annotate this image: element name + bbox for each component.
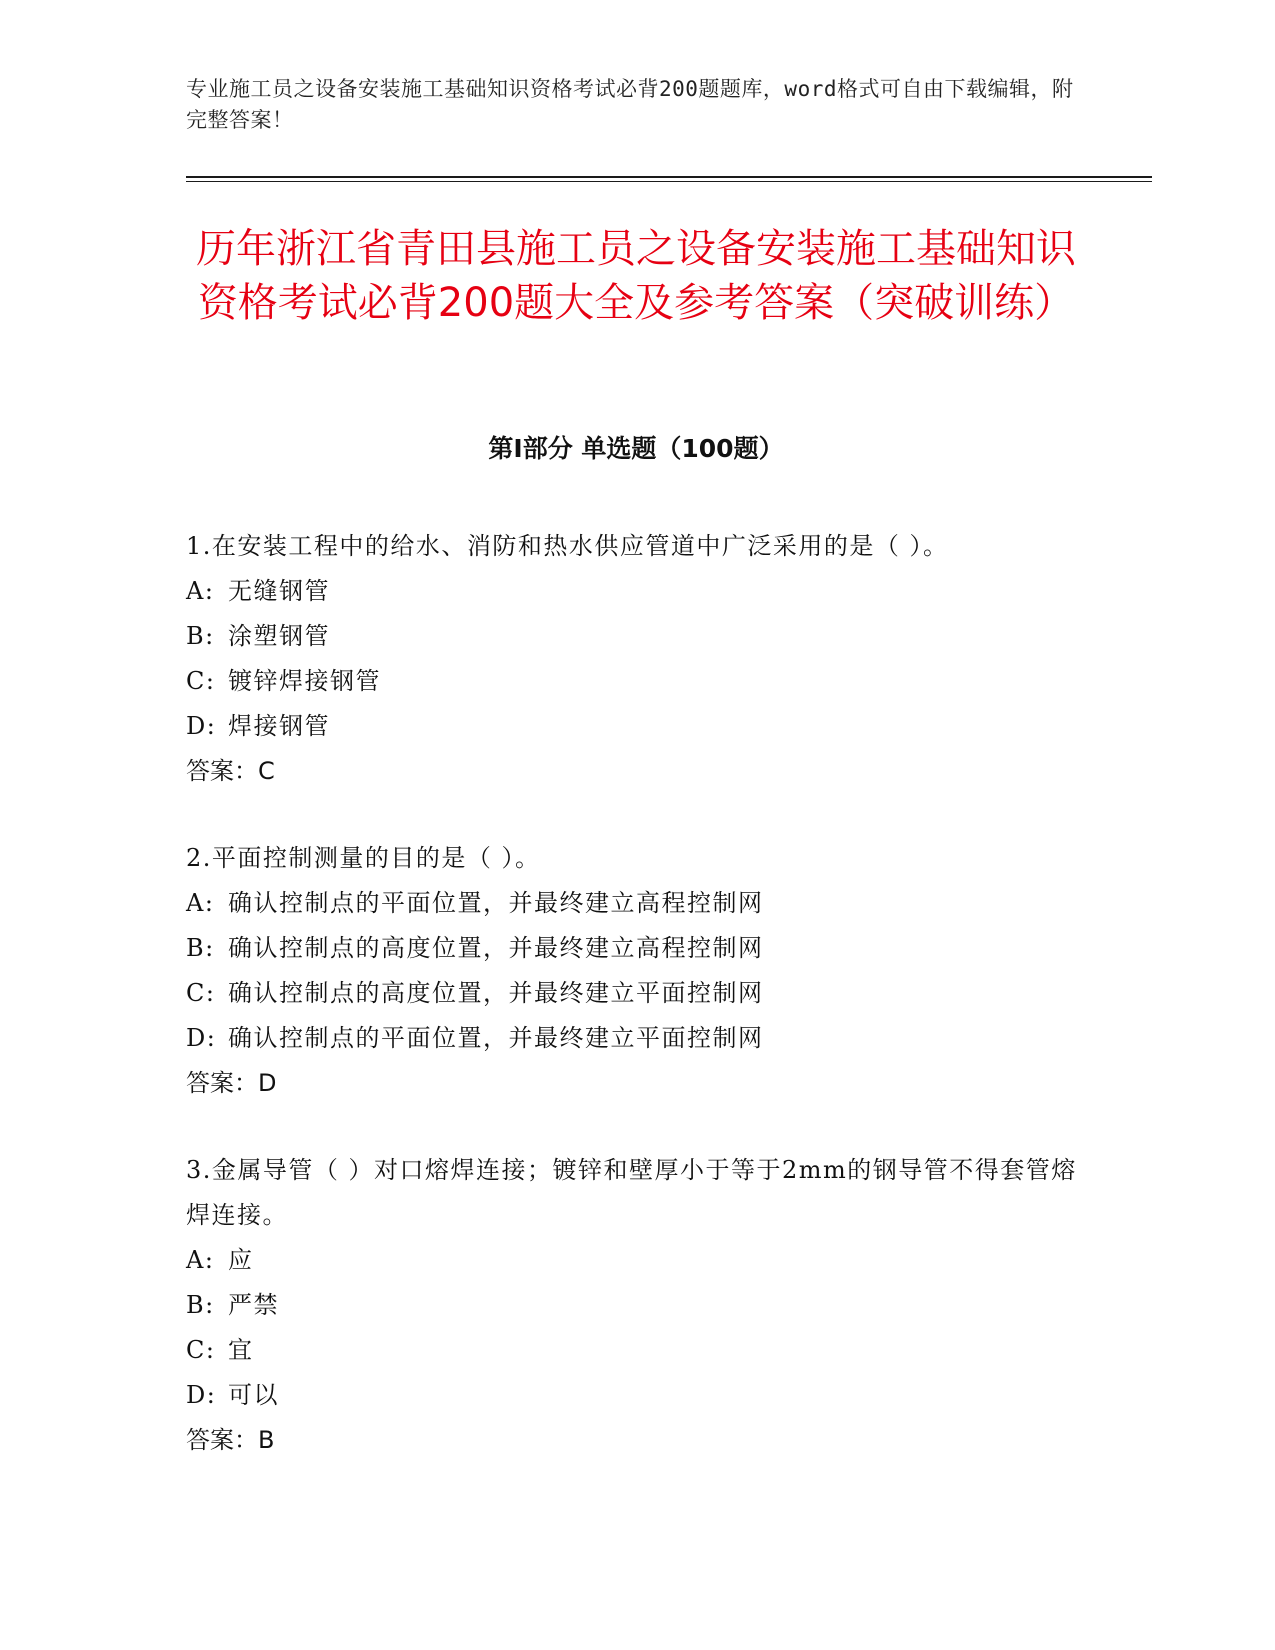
- option-d: [186, 1373, 1086, 1418]
- option-b: [186, 614, 1086, 659]
- header-divider-thin: [186, 181, 1152, 182]
- question-stem: 2.平面控制测量的目的是（ ）。: [186, 844, 541, 872]
- option-text: 确认控制点的高度位置，并最终建立平面控制网: [228, 979, 764, 1007]
- option-text: 确认控制点的平面位置，并最终建立平面控制网: [228, 1024, 764, 1052]
- option-letter: B:: [186, 934, 215, 962]
- option-letter: B:: [186, 622, 215, 650]
- option-letter: C:: [186, 979, 216, 1007]
- option-b: [186, 1283, 1086, 1328]
- option-d: [186, 1016, 1086, 1061]
- option-text: 确认控制点的平面位置，并最终建立高程控制网: [228, 889, 764, 917]
- option-letter: D:: [186, 1381, 217, 1409]
- question-3: [186, 1148, 1086, 1463]
- option-letter: D:: [186, 1024, 217, 1052]
- option-a: [186, 569, 1086, 614]
- question-2: [186, 836, 1086, 1106]
- header-note: 专业施工员之设备安装施工基础知识资格考试必背200题题库，word格式可自由下载编辑，附完整答案！: [186, 77, 1074, 132]
- option-letter: A:: [186, 889, 215, 917]
- option-c: [186, 1328, 1086, 1373]
- option-text: 确认控制点的高度位置，并最终建立高程控制网: [228, 934, 764, 962]
- option-text: 严禁: [228, 1291, 279, 1319]
- option-c: [186, 659, 1086, 704]
- option-letter: D:: [186, 712, 217, 740]
- option-text: 焊接钢管: [228, 712, 330, 740]
- answer-line: 答案：B: [186, 1426, 275, 1454]
- option-d: [186, 704, 1086, 749]
- section-heading: 第I部分 单选题（100题）: [488, 434, 784, 463]
- option-c: [186, 971, 1086, 1016]
- option-text: 涂塑钢管: [228, 622, 330, 650]
- option-list: [186, 569, 1086, 749]
- option-list: [186, 881, 1086, 1061]
- option-b: [186, 926, 1086, 971]
- option-text: 可以: [228, 1381, 279, 1409]
- question-list: [186, 524, 1086, 1505]
- option-letter: C:: [186, 1336, 216, 1364]
- option-text: 镀锌焊接钢管: [228, 667, 381, 695]
- option-a: [186, 881, 1086, 926]
- document-title: 历年浙江省青田县施工员之设备安装施工基础知识资格考试必背200题大全及参考答案（突破训练）: [196, 226, 1076, 326]
- option-letter: A:: [186, 1246, 215, 1274]
- option-letter: B:: [186, 1291, 215, 1319]
- option-text: 应: [228, 1246, 254, 1274]
- option-text: 宜: [228, 1336, 254, 1364]
- option-list: [186, 1238, 1086, 1418]
- header-divider-thick: [186, 176, 1152, 178]
- option-text: 无缝钢管: [228, 577, 330, 605]
- question-1: [186, 524, 1086, 794]
- answer-line: 答案：D: [186, 1069, 277, 1097]
- option-letter: C:: [186, 667, 216, 695]
- question-stem: 1.在安装工程中的给水、消防和热水供应管道中广泛采用的是（ ）。: [186, 532, 949, 560]
- answer-line: 答案：C: [186, 757, 275, 785]
- option-a: [186, 1238, 1086, 1283]
- question-stem: 3.金属导管（ ）对口熔焊连接；镀锌和壁厚小于等于2mm的钢导管不得套管熔焊连接。: [186, 1156, 1077, 1229]
- option-letter: A:: [186, 577, 215, 605]
